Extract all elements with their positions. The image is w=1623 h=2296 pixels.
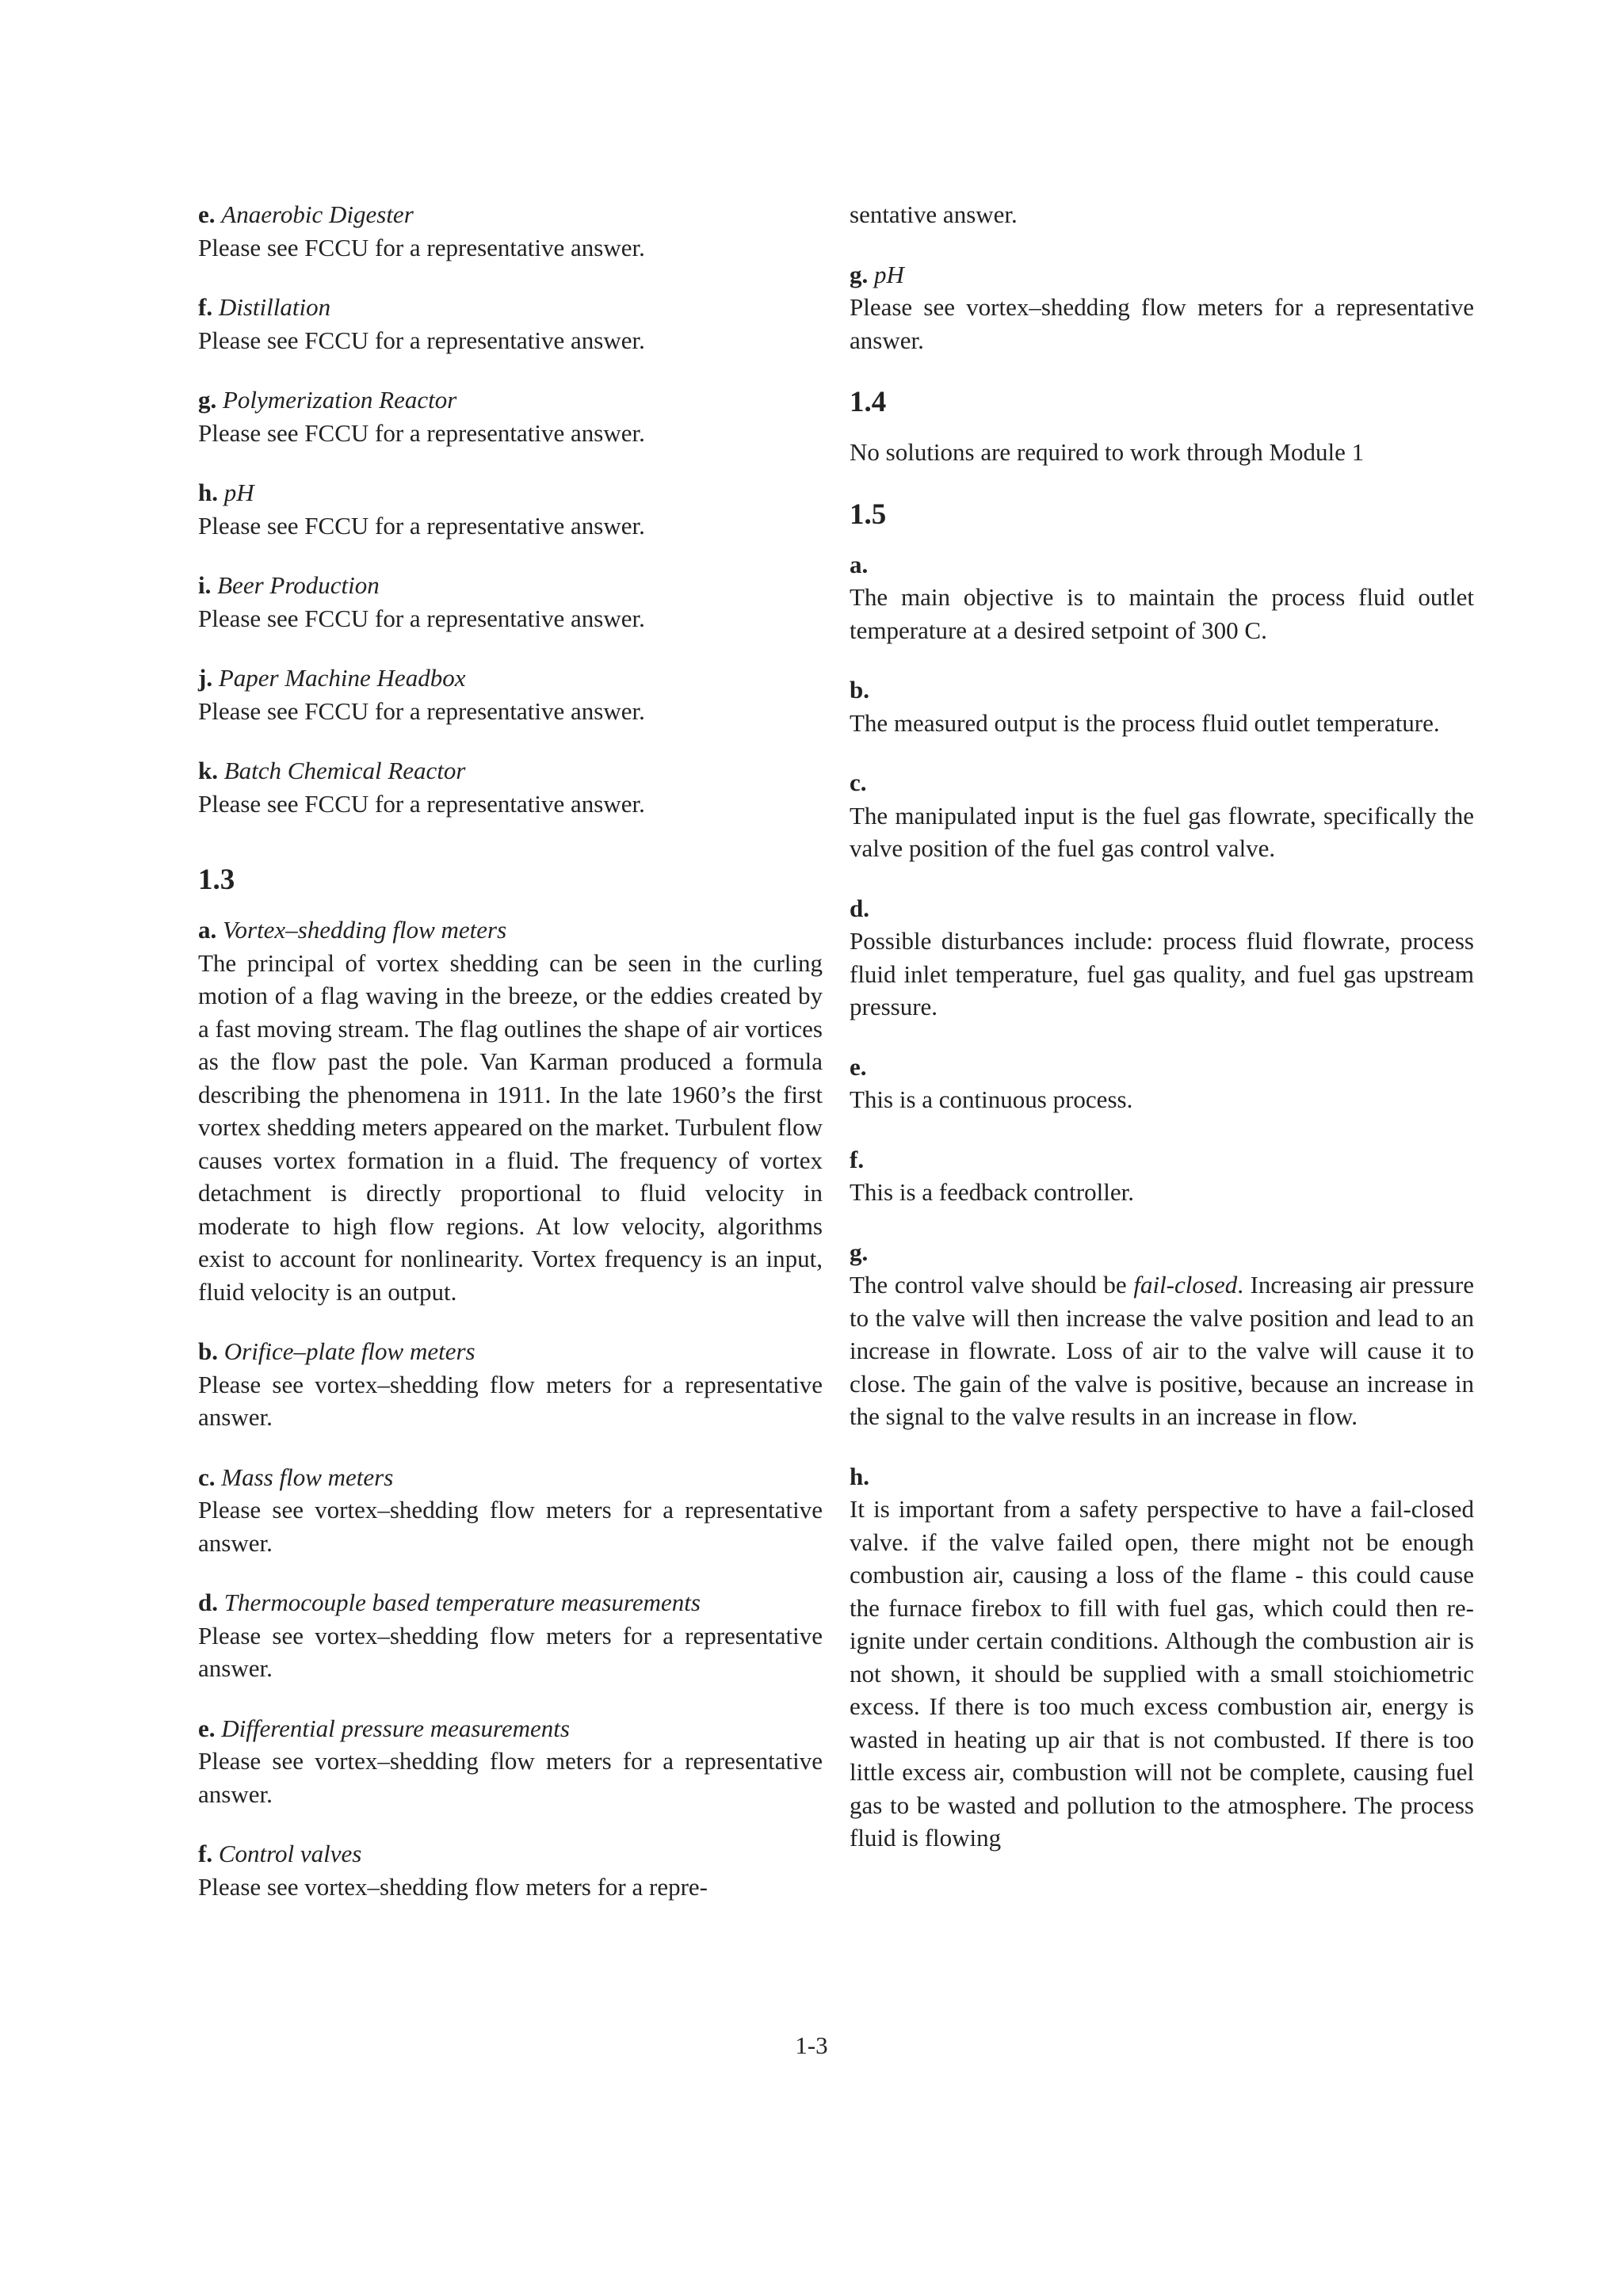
item-body: Please see vortex–shedding flow meters for a repre- <box>198 1872 708 1901</box>
item-body: It is important from a safety perspective to have a fail-closed valve. if the valve failed open, there might not be enough combustion air, causing a loss of the flame - this could cause the furnace firebox to fill with fuel gas, which could then re-ignite under certain conditions. Although the combustion air is not shown, it should be supplied with a small stoichiometric excess. If there is too much excess combustion air, energy is wasted in heating up air that is not combusted. If there is too little excess air, combustion will not be complete, causing fuel gas to be wasted and pollution to the atmosphere. The process fluid is flowing <box>850 1495 1474 1852</box>
left-column <box>198 198 823 1930</box>
item-letter: f. <box>198 293 213 321</box>
item-title: Paper Machine Headbox <box>218 664 466 692</box>
item-letter: c. <box>850 769 867 796</box>
item-h-ph <box>198 476 823 542</box>
item-c-mass-flow <box>198 1461 823 1560</box>
item-heading <box>850 1051 1474 1084</box>
item-letter: c. <box>198 1463 216 1491</box>
item-body: Please see vortex–shedding flow meters for a representative answer. <box>198 1621 823 1682</box>
item-g-ph <box>850 258 1474 357</box>
item-body: Please see FCCU for a representative answer. <box>198 696 645 725</box>
item-e-anaerobic-digester <box>198 198 823 264</box>
section-heading-1-5: 1.5 <box>850 498 887 531</box>
item-letter: h. <box>198 479 218 506</box>
item-body: The manipulated input is the fuel gas flowrate, specifically the valve position of the fuel gas control valve. <box>850 801 1474 862</box>
body-text: . Increasing air pressure to the valve will then increase the valve position and lead to an increase in flowrate. Loss of air to the valve will cause it to close. The gain of the valve is positive, because an increase in the signal to the valve results in an increase in flow. <box>850 1271 1474 1430</box>
item-e-differential-pressure <box>198 1712 823 1811</box>
item-heading <box>198 1712 823 1745</box>
item-letter: b. <box>850 676 869 704</box>
item-letter: g. <box>850 260 869 288</box>
item-body: This is a continuous process. <box>850 1085 1133 1113</box>
item-body: The measured output is the process fluid outlet temperature. <box>850 708 1440 737</box>
item-heading <box>850 766 1474 799</box>
item-heading <box>198 569 823 602</box>
item-f-distillation <box>198 291 823 357</box>
item-b-orifice-plate <box>198 1335 823 1434</box>
item-heading <box>198 1461 823 1494</box>
item-heading <box>850 1236 1474 1269</box>
item-letter: h. <box>850 1462 869 1490</box>
item-1-5-f <box>850 1143 1474 1209</box>
item-body: Please see FCCU for a representative answer. <box>198 604 645 632</box>
emphasis-text: fail-closed <box>1133 1271 1238 1299</box>
continuation-text <box>850 198 1474 231</box>
item-letter: d. <box>198 1589 218 1616</box>
item-heading <box>198 913 823 947</box>
item-letter: e. <box>198 200 216 228</box>
item-heading <box>850 892 1474 925</box>
item-title: Polymerization Reactor <box>223 386 457 414</box>
item-body: No solutions are required to work through Module 1 <box>850 438 1365 466</box>
item-body: The main objective is to maintain the process fluid outlet temperature at a desired setpoint of 300 C. <box>850 583 1474 644</box>
item-body <box>850 1268 1474 1433</box>
item-body: Please see FCCU for a representative answer. <box>198 326 645 354</box>
item-title: Anaerobic Digester <box>221 200 414 228</box>
item-1-5-a <box>850 548 1474 647</box>
item-title: pH <box>223 479 254 506</box>
item-j-paper-machine-headbox <box>198 662 823 727</box>
item-heading <box>198 1335 823 1368</box>
item-heading <box>198 291 823 324</box>
item-body: Please see FCCU for a representative answer. <box>198 789 645 818</box>
item-title: Thermocouple based temperature measurements <box>223 1589 701 1616</box>
item-title: Vortex–shedding flow meters <box>223 916 507 944</box>
item-title: pH <box>874 260 904 288</box>
item-letter: e. <box>198 1714 216 1742</box>
item-1-5-b <box>850 673 1474 739</box>
item-heading <box>850 258 1474 292</box>
item-d-thermocouple <box>198 1586 823 1685</box>
item-g-polymerization-reactor <box>198 383 823 449</box>
item-heading <box>850 673 1474 707</box>
item-1-5-g <box>850 1236 1474 1433</box>
item-heading <box>850 1143 1474 1177</box>
item-body: sentative answer. <box>850 200 1018 228</box>
section-heading-1-4: 1.4 <box>850 386 887 418</box>
item-title: Differential pressure measurements <box>221 1714 570 1742</box>
item-letter: a. <box>198 916 217 944</box>
item-body: Please see vortex–shedding flow meters for a representative answer. <box>850 293 1474 354</box>
page-number: 1-3 <box>795 2031 828 2059</box>
item-title: Batch Chemical Reactor <box>223 757 466 784</box>
item-letter: i. <box>198 571 212 599</box>
item-body: This is a feedback controller. <box>850 1178 1134 1206</box>
item-heading <box>198 198 823 231</box>
item-1-5-e <box>850 1051 1474 1116</box>
item-heading <box>198 383 823 417</box>
item-1-5-d <box>850 892 1474 1024</box>
item-letter: f. <box>198 1840 213 1867</box>
item-heading <box>850 548 1474 582</box>
item-body: Possible disturbances include: process fluid flowrate, process fluid inlet temperature, fuel gas quality, and fuel gas upstream pressure. <box>850 927 1474 1020</box>
section-heading-1-3: 1.3 <box>198 864 235 896</box>
item-letter: f. <box>850 1145 865 1173</box>
item-heading <box>198 476 823 509</box>
item-body: Please see FCCU for a representative answer. <box>198 511 645 540</box>
item-f-control-valves <box>198 1837 823 1903</box>
item-title: Distillation <box>218 293 331 321</box>
item-body: Please see vortex–shedding flow meters for a representative answer. <box>198 1496 823 1557</box>
item-title: Beer Production <box>217 571 380 599</box>
item-letter: g. <box>850 1238 869 1266</box>
item-i-beer-production <box>198 569 823 635</box>
right-column <box>850 198 1474 1882</box>
item-a-vortex-shedding <box>198 913 823 1308</box>
item-letter: a. <box>850 550 869 578</box>
item-title: Control valves <box>218 1840 362 1867</box>
item-heading <box>198 1586 823 1619</box>
section-1-4-body <box>850 436 1474 469</box>
item-1-5-h <box>850 1460 1474 1855</box>
item-letter: j. <box>198 664 213 692</box>
item-heading <box>850 1460 1474 1493</box>
item-body: Please see FCCU for a representative answer. <box>198 233 645 261</box>
item-1-5-c <box>850 766 1474 865</box>
item-k-batch-chemical-reactor <box>198 754 823 820</box>
item-body: The principal of vortex shedding can be seen in the curling motion of a flag waving in the breeze, or the eddies created by a fast moving stream. The flag outlines the shape of air vortices as the flow past the pole. Van Karman produced a formula describing the phenomena in 1911. In the late 1960’s the first vortex shedding meters appeared on the market. Turbulent flow causes vortex formation in a fluid. The frequency of vortex detachment is directly proportional to fluid velocity in moderate to high flow regions. At low velocity, algorithms exist to account for nonlinearity. Vortex frequency is an input, fluid velocity is an output. <box>198 948 823 1306</box>
item-letter: g. <box>198 386 217 414</box>
item-letter: b. <box>198 1337 218 1365</box>
item-body: Please see FCCU for a representative answer. <box>198 418 645 447</box>
item-body: Please see vortex–shedding flow meters for a representative answer. <box>198 1747 823 1808</box>
item-title: Orifice–plate flow meters <box>223 1337 475 1365</box>
body-text: The control valve should be <box>850 1271 1134 1299</box>
item-heading <box>198 754 823 788</box>
item-body: Please see vortex–shedding flow meters for a representative answer. <box>198 1370 823 1431</box>
item-letter: k. <box>198 757 218 784</box>
item-heading <box>198 1837 823 1871</box>
item-letter: e. <box>850 1052 867 1081</box>
item-heading <box>198 662 823 695</box>
item-letter: d. <box>850 894 869 922</box>
item-title: Mass flow meters <box>221 1463 394 1491</box>
